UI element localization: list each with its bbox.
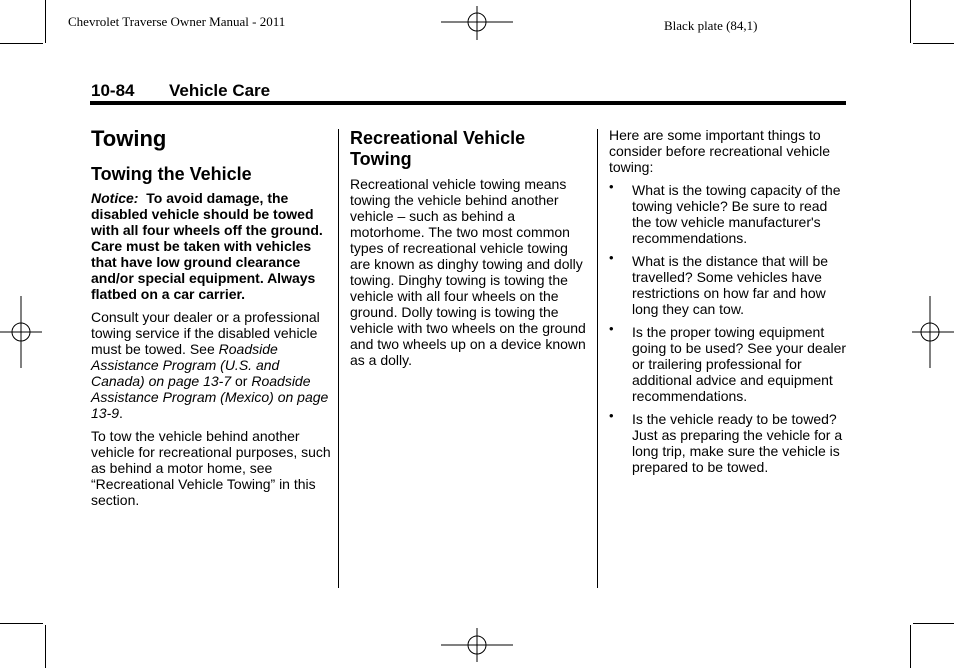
crop-mark [910, 625, 911, 668]
list-item-text: Is the proper towing equipment going to be used? See your dealer or trailering professional for additional advice and equipment recommendations. [632, 324, 847, 404]
list-item-text: What is the towing capacity of the towing vehicle? Be sure to read the tow vehicle manufacturer's recommendations. [632, 182, 841, 246]
page-title: Towing [91, 126, 167, 151]
column-2 [350, 128, 588, 375]
page-number: 10-84 [91, 81, 135, 100]
plate-label: Black plate (84,1) [664, 18, 758, 33]
paragraph-text: or [235, 373, 248, 389]
paragraph: Recreational vehicle towing means towing the vehicle behind another vehicle – such as behind a motorhome. The two most common types of recreational vehicle towing are known as dinghy towing and dolly towing. Dinghy towing is towing the vehicle with all four wheels on the ground. Dolly towing is towing the vehicle with two wheels on the ground and two wheels up on a device known as a dolly. [350, 176, 586, 368]
cross-reference: Roadside Assistance Program (Mexico) on page 13-9 [91, 373, 329, 421]
section-title: Vehicle Care [169, 81, 271, 100]
bullet-list [609, 179, 847, 475]
paragraph-text: Consult your dealer or a professional towing service if the disabled vehicle must be towed. See [91, 309, 320, 357]
crop-mark [910, 0, 911, 43]
paragraph-text: . [119, 405, 123, 421]
notice-label: Notice: [91, 190, 139, 206]
list-item [609, 321, 847, 404]
bullet-icon: • [609, 408, 614, 423]
section-heading: Recreational Vehicle Towing [350, 128, 526, 169]
paragraph: To tow the vehicle behind another vehicle for recreational purposes, such as behind a motor home, see “Recreational Vehicle Towing” in this section. [91, 428, 331, 508]
column-divider [338, 129, 339, 588]
paragraph: Here are some important things to consider before recreational vehicle towing: [609, 127, 831, 175]
bullet-icon: • [609, 250, 614, 265]
crop-mark [913, 43, 954, 44]
registration-mark-bottom [441, 628, 513, 662]
crop-mark [913, 623, 954, 624]
subheading: Towing the Vehicle [91, 164, 252, 184]
list-item [609, 179, 847, 246]
crop-mark [45, 0, 46, 43]
manual-title: Chevrolet Traverse Owner Manual - 2011 [68, 14, 286, 29]
column-1 [91, 126, 331, 515]
notice-text: To avoid damage, the disabled vehicle should be towed with all four wheels off the ground. Care must be taken with vehicles that have low ground clearance and/or special equipment. Always flatbed on a car carrier. [91, 190, 323, 302]
list-item-text: What is the distance that will be travelled? Some vehicles have restrictions on how far and how long they can tow. [632, 253, 829, 317]
list-item-text: Is the vehicle ready to be towed? Just as preparing the vehicle for a long trip, make sure the vehicle is prepared to be towed. [632, 411, 843, 475]
registration-mark-top [441, 6, 513, 40]
crop-mark [0, 43, 43, 44]
header-rule [90, 101, 846, 105]
registration-mark-left [0, 296, 42, 368]
bullet-icon: • [609, 179, 614, 194]
crop-mark [45, 625, 46, 668]
list-item [609, 250, 847, 317]
column-divider [597, 129, 598, 588]
bullet-icon: • [609, 321, 614, 336]
crop-mark [0, 623, 43, 624]
registration-mark-right [912, 296, 954, 368]
cross-reference: Roadside Assistance Program (U.S. and Canada) on page 13-7 [91, 341, 280, 389]
paragraph [91, 309, 331, 421]
list-item [609, 408, 847, 475]
column-3 [609, 127, 847, 482]
notice [91, 190, 331, 302]
